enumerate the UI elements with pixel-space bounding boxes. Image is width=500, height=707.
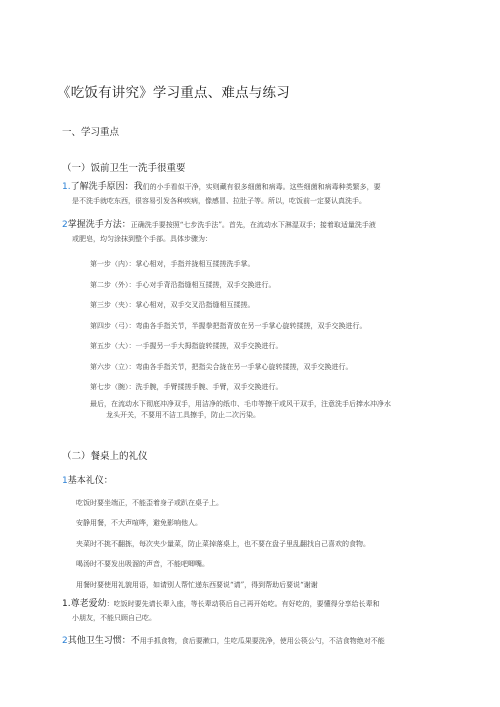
etiquette-item: 用餐时要使用礼貌用语，如请别人帮忙递东西要说“请”，得到帮助后要说“谢谢 <box>76 581 318 589</box>
paragraph-respect-elders <box>62 597 442 625</box>
item-text-continued: 小朋友，不能只顾自己吃。 <box>72 614 156 622</box>
item-number: 1 <box>62 476 68 486</box>
item-lead: 掌握洗手方法： <box>67 220 131 230</box>
final-step-text-continued: 龙头开关，不要用不洁工具擦手，防止二次污染。 <box>106 411 260 419</box>
paragraph-handwashing-reason <box>62 180 442 208</box>
item-lead-char: 我 <box>133 182 143 192</box>
etiquette-item: 夹菜时不挑不翻拣，每次夹少量菜，防止菜掉落桌上，也不要在盘子里乱翻找自己喜欢的食物。 <box>76 540 370 548</box>
step-item: 第二步（外）：手心对手背沿指缝相互揉搓，双手交换进行。 <box>90 281 276 289</box>
item-text: 用手抓食物，食后要漱口，生吃瓜果要洗净，使用公筷公勺，不洁食物绝对不能 <box>139 637 385 645</box>
item-lead: 尊老爱幼 <box>70 599 107 609</box>
step-item: 第六步（立）：弯曲各手指关节，把指尖合拢在另一手掌心旋转揉搓，双手交换进行。 <box>90 363 353 371</box>
section-heading-study-focus: 一、学习重点 <box>62 127 120 138</box>
step-item: 第七步（腕）：洗手腕，手臂揉搓手腕、手臂，双手交换进行。 <box>90 383 283 391</box>
etiquette-item: 吃饭时要坐端正，不能歪着身子或趴在桌子上。 <box>76 499 223 507</box>
step-item: 第五步（大）：一手握另一手大拇指旋转揉搓，双手交换进行。 <box>90 342 283 350</box>
paragraph-handwashing-method <box>62 218 442 246</box>
item-number: 1. <box>62 599 71 609</box>
paragraph-basic-etiquette <box>62 474 442 488</box>
item-lead: 基本礼仪： <box>67 476 113 486</box>
step-item: 第四步（弓）：弯曲各手指关节，半握拳把指背放在另一手掌心旋转揉搓，双手交换进行。 <box>90 322 367 330</box>
step-item: 第一步（内）：掌心相对，手指并拢相互揉搓洗手掌。 <box>90 260 255 268</box>
etiquette-item: 安静用餐，不大声喧哗，避免影响他人。 <box>76 519 202 527</box>
etiquette-item: 喝汤时不要发出吸溜的声音，不能吧唧嘴。 <box>76 560 209 568</box>
item-text-continued: 或肥皂，均匀涂抹到整个手部。具体步骤为： <box>72 235 212 243</box>
final-step-text: 最后，在流动水下彻底冲净双手，用洁净的纸巾、毛巾等擦干或风干双手，注意洗手后捧水冲净水 <box>90 400 391 408</box>
item-number: 1. <box>62 182 71 192</box>
item-number: 2 <box>62 220 68 230</box>
item-text: ：吃饭时要先请长辈入座，等长辈动筷后自己再开始吃。有好吃的，要懂得分享给长辈和 <box>106 600 380 608</box>
item-text: 们的小手看似干净，实则藏有很多细菌和病毒。这些细菌和病毒种类繁多，要 <box>142 183 381 191</box>
final-step-item <box>90 399 470 421</box>
subsection-heading-handwashing: （一）饭前卫生一洗手很重要 <box>62 163 186 174</box>
item-lead-char: 不 <box>130 636 140 646</box>
paragraph-hygiene-habits <box>62 634 442 648</box>
document-title: 《吃饭有讲究》学习重点、难点与练习 <box>57 85 290 101</box>
item-number: 2 <box>62 636 68 646</box>
item-lead: 了解洗手原因： <box>70 182 134 192</box>
subsection-heading-table-manners: （二）餐桌上的礼仪 <box>62 451 148 462</box>
step-item: 第三步（夹）：掌心相对，双手交叉沿指缝相互揉搓。 <box>90 301 255 309</box>
item-lead: 其他卫生习惯： <box>67 636 131 646</box>
item-text: 正确洗手要按照“七步洗手法”。首先，在流动水下淋湿双手；接着取适量洗手液 <box>130 221 376 229</box>
item-text-continued: 是不洗手就吃东西，很容易引发各种疾病，像感冒、拉肚子等。所以，吃饭前一定要认真洗手。 <box>72 197 366 205</box>
